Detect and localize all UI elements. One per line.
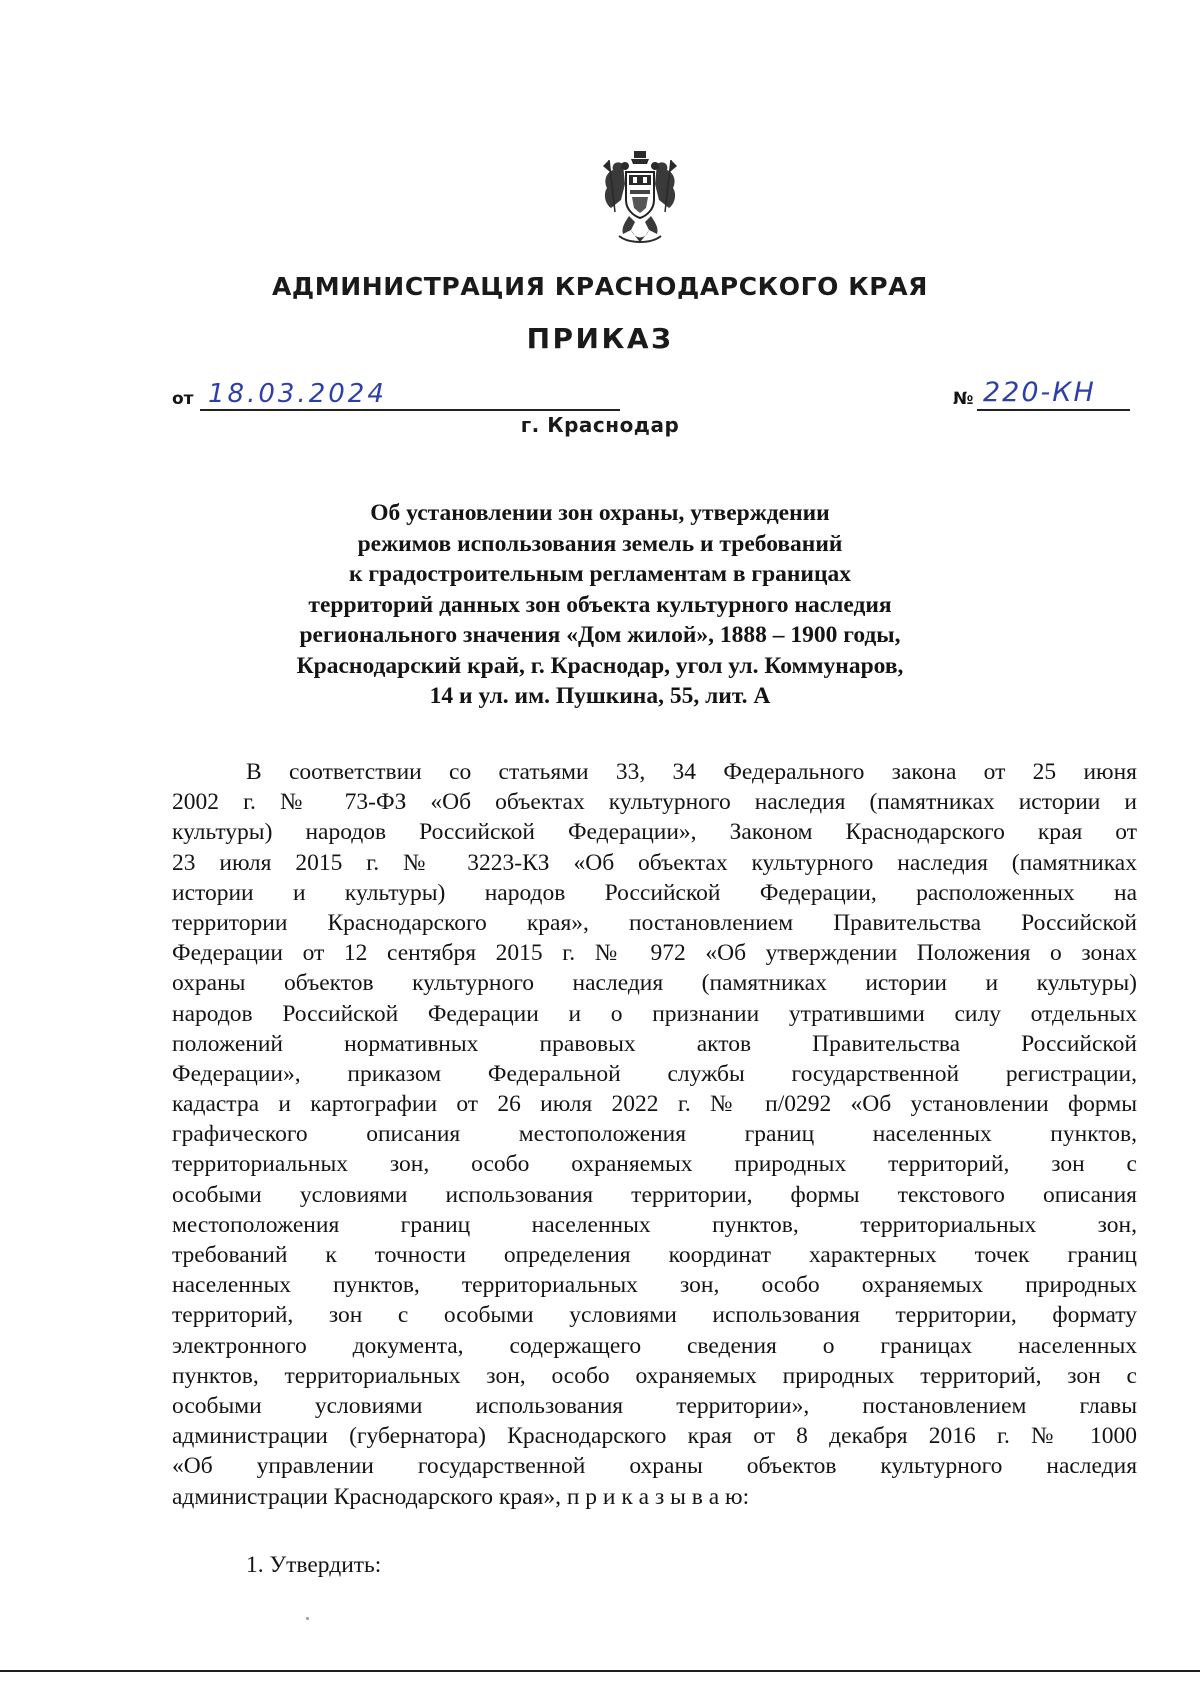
body-line: электронного документа, содержащего сведения о границах населенных	[172, 1332, 1137, 1359]
body-line: «Об управлении государственной охраны объектов культурного наследия	[172, 1453, 1137, 1480]
scan-speck	[306, 1617, 309, 1620]
city-name: г. Краснодар	[520, 413, 680, 437]
body-line: администрации (губернатора) Краснодарского края от 8 декабря 2016 г. № 1000	[172, 1423, 1137, 1450]
body-line: администрации Краснодарского края», п р и к а з ы в а ю:	[172, 1483, 750, 1510]
body-line: территории Краснодарского края», постановлением Правительства Российской	[172, 909, 1137, 936]
body-line: В соответствии со статьями 33, 34 Федерального закона от 25 июня	[246, 759, 1137, 785]
document-subject	[240, 498, 960, 712]
number-underline	[977, 409, 1130, 411]
coat-of-arms-icon	[601, 150, 679, 246]
subject-line: регионального значения «Дом жилой», 1888 – 1900 годы,	[299, 622, 901, 648]
body-line: 2002 г. № 73-ФЗ «Об объектах культурного наследия (памятниках истории и	[172, 789, 1137, 816]
date-prefix: от	[172, 389, 194, 409]
subject-line: Краснодарский край, г. Краснодар, угол ул. Коммунаров,	[296, 652, 904, 679]
body-line: народов Российской Федерации и о признании утратившими силу отдельных	[172, 1000, 1137, 1027]
organization-title: АДМИНИСТРАЦИЯ КРАСНОДАРСКОГО КРАЯ	[271, 272, 929, 301]
page-bottom-edge	[0, 1670, 1200, 1672]
body-line: территорий, зон с особыми условиями использования территории, формату	[172, 1302, 1137, 1329]
subject-line: Об установлении зон охраны, утверждении	[370, 500, 830, 526]
body-line: Федерации», приказом Федеральной службы государственной регистрации,	[172, 1060, 1137, 1087]
body-line: 23 июля 2015 г. № 3223-КЗ «Об объектах культурного наследия (памятниках	[172, 849, 1137, 876]
body-line: графического описания местоположения границ населенных пунктов,	[172, 1121, 1137, 1148]
subject-line: 14 и ул. им. Пушкина, 55, лит. А	[429, 683, 771, 709]
body-paragraph	[172, 757, 1137, 1512]
date-underline	[200, 409, 620, 411]
body-line: кадастра и картографии от 26 июля 2022 г. № п/0292 «Об установлении формы	[172, 1091, 1137, 1118]
body-line: Федерации от 12 сентября 2015 г. № 972 «Об утверждении Положения о зонах	[172, 940, 1137, 967]
handwritten-number: 220-КН	[983, 377, 1096, 408]
subject-line: режимов использования земель и требований	[357, 530, 843, 557]
handwritten-date: 18.03.2024	[208, 379, 387, 409]
list-item-1: 1. Утвердить:	[246, 1552, 382, 1578]
body-line: территориальных зон, особо охраняемых природных территорий, зон с	[172, 1151, 1137, 1178]
subject-line: к градостроительным регламентам в границах	[348, 561, 852, 587]
body-line: населенных пунктов, территориальных зон, особо охраняемых природных	[172, 1272, 1137, 1299]
body-line: истории и культуры) народов Российской Федерации, расположенных на	[172, 879, 1137, 906]
body-line: особыми условиями использования территории», постановлением главы	[172, 1392, 1137, 1419]
number-prefix: №	[953, 389, 974, 409]
subject-line: территорий данных зон объекта культурного наследия	[308, 591, 892, 618]
body-line: положений нормативных правовых актов Правительства Российской	[172, 1030, 1137, 1057]
body-line: особыми условиями использования территории, формы текстового описания	[172, 1181, 1137, 1208]
document-type-title: ПРИКАЗ	[526, 322, 674, 355]
body-line: охраны объектов культурного наследия (памятниках истории и культуры)	[172, 970, 1137, 997]
body-line: культуры) народов Российской Федерации», Законом Краснодарского края от	[172, 819, 1137, 846]
body-line: требований к точности определения координат характерных точек границ	[172, 1242, 1137, 1268]
body-line: местоположения границ населенных пунктов, территориальных зон,	[172, 1211, 1137, 1238]
body-line: пунктов, территориальных зон, особо охраняемых природных территорий, зон с	[172, 1362, 1137, 1389]
